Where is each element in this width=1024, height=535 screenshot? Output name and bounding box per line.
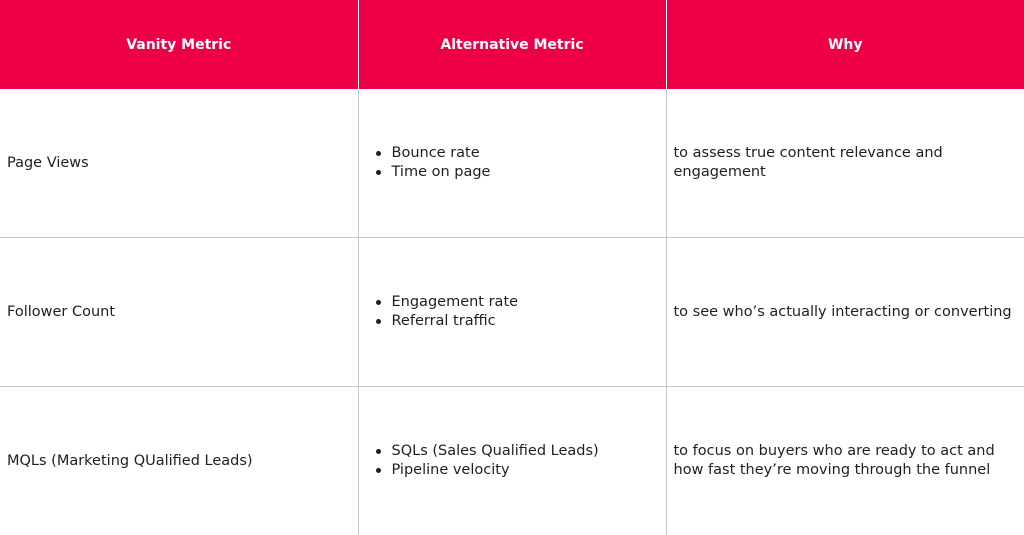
list-item: Time on page <box>392 163 659 182</box>
why-cell <box>666 89 1024 238</box>
table-row <box>0 89 1024 238</box>
alternative-metric-cell <box>358 238 666 387</box>
header-alternative-metric: Alternative Metric <box>358 0 666 89</box>
alternative-metric-list <box>366 293 659 331</box>
list-item: SQLs (Sales Qualified Leads) <box>392 442 659 461</box>
alternative-metric-cell <box>358 387 666 535</box>
list-item: Bounce rate <box>392 144 659 163</box>
why-text: to assess true content relevance and engagement <box>673 145 943 180</box>
header-row <box>0 0 1024 89</box>
why-text: to focus on buyers who are ready to act and how fast they’re moving through the funnel <box>673 443 995 478</box>
alternative-metric-list <box>366 442 659 480</box>
list-item: Engagement rate <box>392 293 659 312</box>
list-item: Referral traffic <box>392 312 659 331</box>
vanity-metric-cell: Follower Count <box>0 238 358 387</box>
table-row <box>0 238 1024 387</box>
vanity-metric-cell: MQLs (Marketing QUalified Leads) <box>0 387 358 535</box>
why-cell <box>666 387 1024 535</box>
why-text: to see who’s actually interacting or converting <box>673 303 1012 320</box>
alternative-metric-list <box>366 144 659 182</box>
header-why: Why <box>666 0 1024 89</box>
alternative-metric-cell <box>358 89 666 238</box>
table-row <box>0 387 1024 535</box>
header-vanity-metric: Vanity Metric <box>0 0 358 89</box>
why-cell <box>666 238 1024 387</box>
vanity-metric-cell: Page Views <box>0 89 358 238</box>
list-item: Pipeline velocity <box>392 461 659 480</box>
